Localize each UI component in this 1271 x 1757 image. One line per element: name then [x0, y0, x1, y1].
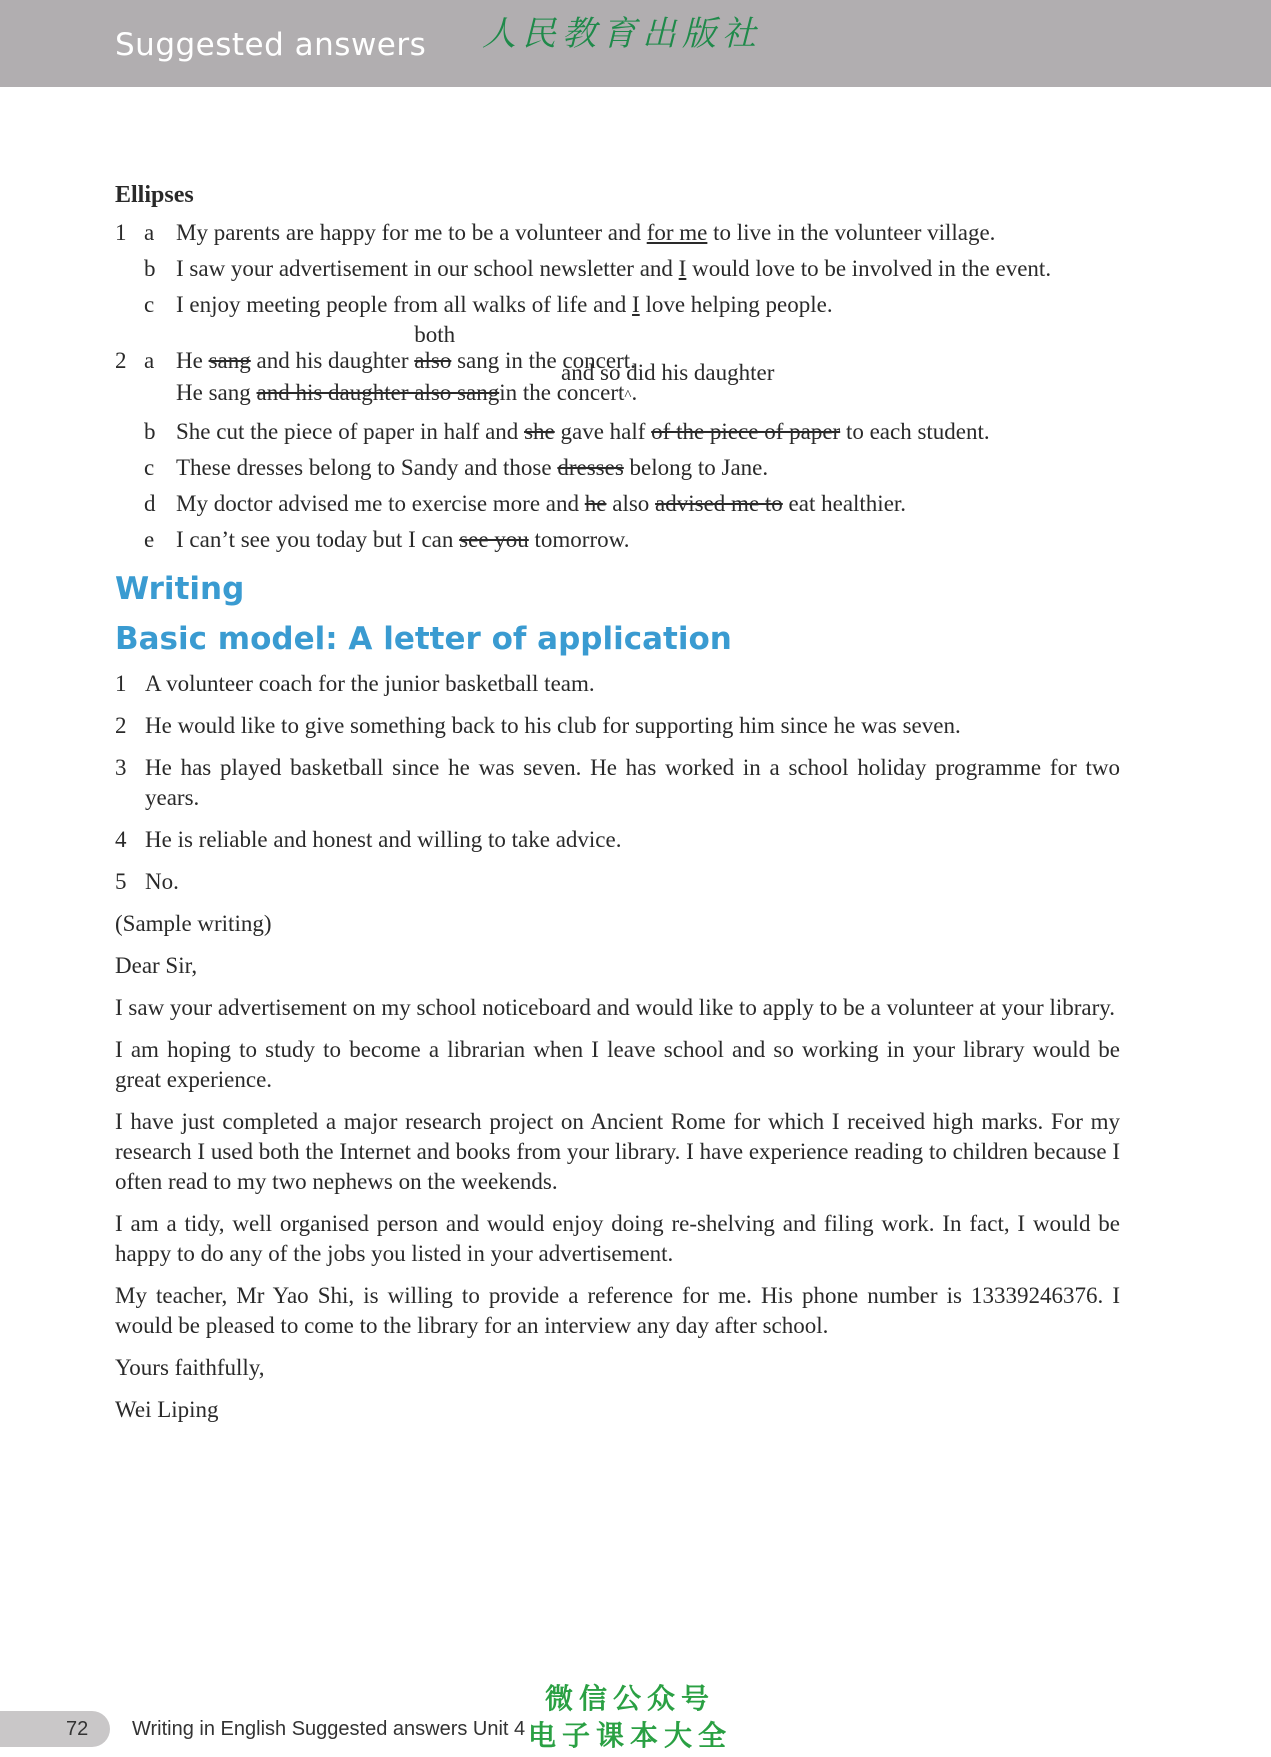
- writing-answer: 5 No.: [115, 869, 179, 894]
- inserted-word: both: [414, 322, 456, 347]
- struck-word: she: [524, 419, 555, 444]
- page-header: [0, 0, 1271, 87]
- letter-closing: Yours faithfully,: [115, 1355, 265, 1380]
- publisher-logo: 人民教育出版社: [482, 14, 762, 54]
- watermark-line-2: 电子课本大全: [528, 1719, 733, 1752]
- q1-number: 1: [115, 220, 127, 245]
- q2d-letter: d: [144, 491, 156, 516]
- q2d: [115, 489, 1120, 519]
- page-content: [115, 180, 1120, 1437]
- q2a-line2: [115, 360, 1120, 411]
- q1a-text: My parents are happy for me to be a volunteer and for me to live in the volunteer village.: [176, 220, 996, 245]
- q2b-letter: b: [144, 419, 156, 444]
- q1a: [115, 218, 1120, 248]
- footer-text: Writing in English Suggested answers Unit 4: [132, 1718, 526, 1740]
- q2-number: 2: [115, 348, 127, 373]
- q1c-text: I enjoy meeting people from all walks of life and I love helping people.: [176, 292, 833, 317]
- struck-phrase: of the piece of paper: [651, 419, 841, 444]
- q2e: [115, 525, 1120, 555]
- letter-paragraph: I saw your advertisement on my school noticeboard and would like to apply to be a volunteer at your library.: [115, 995, 1116, 1020]
- header-title: Suggested answers: [115, 27, 427, 63]
- writing-answer: 3 He has played basketball since he was seven. He has worked in a school holiday programme for two years.: [115, 755, 1120, 810]
- writing-heading: Writing: [115, 571, 245, 607]
- sample-writing-label: (Sample writing): [115, 911, 272, 936]
- writing-answer: 2 He would like to give something back to his club for supporting him since he was seven.: [115, 713, 961, 738]
- ellipses-title: Ellipses: [115, 182, 194, 208]
- struck-phrase: advised me to: [655, 491, 783, 516]
- q2a-text-2: He sang and his daughter also sangin the concert and so did his daughter ^.: [176, 360, 775, 405]
- struck-word: he: [584, 491, 607, 516]
- underlined-phrase: for me: [646, 220, 708, 245]
- letter-greeting: Dear Sir,: [115, 953, 198, 978]
- q1b-letter: b: [144, 256, 156, 281]
- struck-word: sang: [208, 348, 251, 373]
- page-number-tab: [0, 1711, 110, 1747]
- letter-paragraph: I have just completed a major research project on Ancient Rome for which I received high marks. For my research I used both the Internet and books from your library. I have experience reading to children because I often read to my two nephews on the weekends.: [115, 1109, 1120, 1194]
- letter-paragraph: My teacher, Mr Yao Shi, is willing to provide a reference for me. His phone number is 13339246376. I would be pleased to come to the library for an interview any day after school.: [115, 1283, 1120, 1338]
- underlined-phrase: I: [632, 292, 640, 317]
- writing-answer: 4 He is reliable and honest and willing to take advice.: [115, 827, 622, 852]
- struck-word: also: [414, 348, 452, 373]
- q2c-text: These dresses belong to Sandy and those dresses belong to Jane.: [176, 455, 769, 480]
- q2c-letter: c: [144, 455, 155, 480]
- struck-phrase: and his daughter also sang: [256, 380, 500, 405]
- q2a-letter: a: [144, 348, 155, 373]
- watermark-line-1: 微信公众号: [545, 1682, 716, 1715]
- letter-signature: Wei Liping: [115, 1397, 219, 1422]
- q2b-text: She cut the piece of paper in half and she gave half of the piece of paper to each student.: [176, 419, 990, 444]
- basic-model-heading: Basic model: A letter of application: [115, 621, 732, 657]
- page-number: 72: [66, 1718, 89, 1740]
- q2e-letter: e: [144, 527, 155, 552]
- q1c-letter: c: [144, 292, 155, 317]
- struck-phrase: see you: [459, 527, 529, 552]
- q1a-letter: a: [144, 220, 155, 245]
- inserted-phrase: and so did his daughter: [561, 360, 775, 385]
- q2a-text-1: He sang and his daughter both also sang in the concert.: [176, 322, 636, 373]
- q2b: [115, 417, 1120, 447]
- q2c: [115, 453, 1120, 483]
- caret-mark: ^: [624, 388, 632, 404]
- underlined-phrase: I: [678, 256, 687, 281]
- q1c: [115, 290, 1120, 320]
- struck-word: dresses: [557, 455, 624, 480]
- letter-paragraph: I am hoping to study to become a librarian when I leave school and so working in your library would be great experience.: [115, 1037, 1120, 1092]
- writing-answer: 1 A volunteer coach for the junior basketball team.: [115, 671, 595, 696]
- q1b-text: I saw your advertisement in our school newsletter and I would love to be involved in the event.: [176, 256, 1052, 281]
- letter-paragraph: I am a tidy, well organised person and would enjoy doing re-shelving and filing work. In fact, I would be happy to do any of the jobs you listed in your advertisement.: [115, 1211, 1120, 1266]
- q2e-text: I can’t see you today but I can see you tomorrow.: [176, 527, 630, 552]
- q1b: [115, 254, 1120, 284]
- q2d-text: My doctor advised me to exercise more and he also advised me to eat healthier.: [176, 491, 907, 516]
